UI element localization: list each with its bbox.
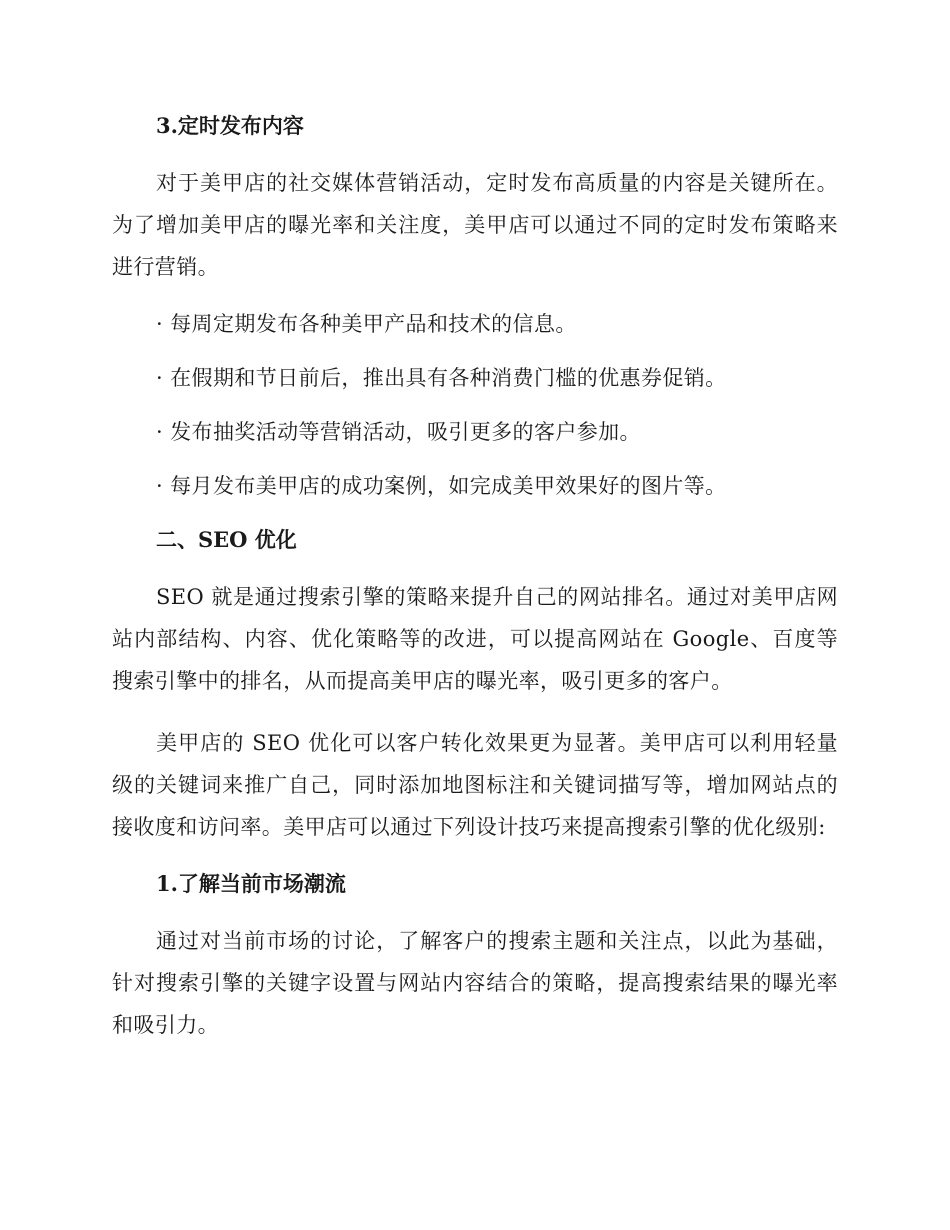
section-heading-timed-posting: 3.定时发布内容 (156, 113, 304, 138)
paragraph-market-trends: 通过对当前市场的讨论，了解客户的搜索主题和关注点，以此为基础，针对搜索引擎的关键字设置与网站内容结合的策略，提高搜索结果的曝光率和吸引力。 (112, 929, 838, 1037)
section-heading-seo: 二、SEO 优化 (156, 527, 297, 552)
bullet-item: · 在假期和节日前后，推出具有各种消费门槛的优惠券促销。 (156, 366, 727, 390)
paragraph-seo-conversion: 美甲店的 SEO 优化可以客户转化效果更为显著。美甲店可以利用轻量级的关键词来推广自己，同时添加地图标注和关键词描写等，增加网站点的接收度和访问率。美甲店可以通过下列设计技巧来提高搜索引擎的优化级别: (112, 731, 838, 839)
section-heading-market-trends: 1.了解当前市场潮流 (156, 871, 346, 896)
paragraph-timed-posting: 对于美甲店的社交媒体营销活动，定时发布高质量的内容是关键所在。为了增加美甲店的曝光率和关注度，美甲店可以通过不同的定时发布策略来进行营销。 (112, 171, 838, 279)
document-body (112, 108, 838, 1046)
bullet-item: · 每周定期发布各种美甲产品和技术的信息。 (156, 312, 577, 336)
bullet-item: · 每月发布美甲店的成功案例，如完成美甲效果好的图片等。 (156, 474, 727, 498)
paragraph-seo-intro: SEO 就是通过搜索引擎的策略来提升自己的网站排名。通过对美甲店网站内部结构、内容、优化策略等的改进，可以提高网站在 Google、百度等搜索引擎中的排名，从而提高美甲店的曝光率，吸引更多的客户。 (112, 585, 838, 693)
bullet-item: · 发布抽奖活动等营销活动，吸引更多的客户参加。 (156, 420, 641, 444)
